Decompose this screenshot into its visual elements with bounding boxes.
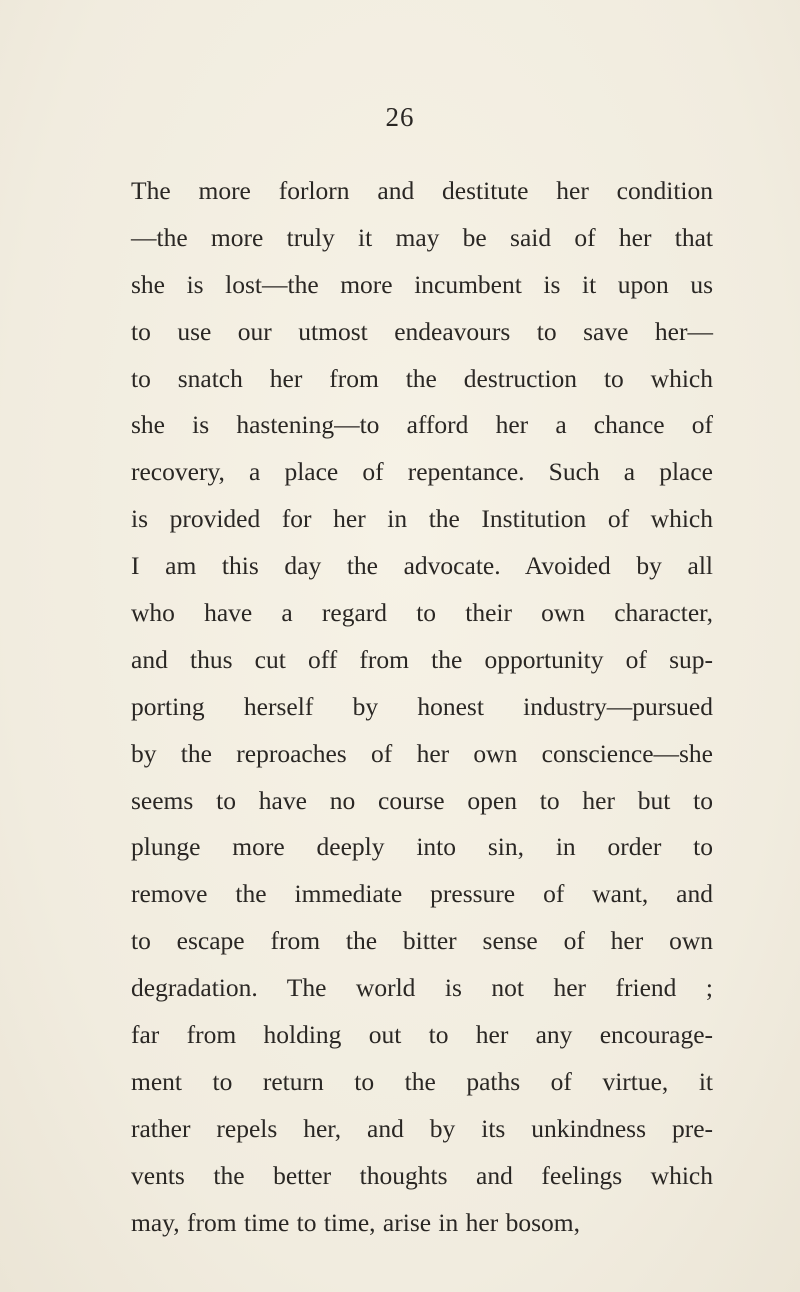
text-line: to use our utmost endeavours to save her— xyxy=(131,316,713,346)
text-line: to snatch her from the destruction to which xyxy=(131,363,713,393)
text-line: she is hastening—to afford her a chance of xyxy=(131,410,713,440)
text-line: ment to return to the paths of virtue, it xyxy=(131,1066,713,1096)
text-line: to escape from the bitter sense of her own xyxy=(131,926,713,956)
text-line: plunge more deeply into sin, in order to xyxy=(131,832,713,862)
text-line: remove the immediate pressure of want, and xyxy=(131,879,713,909)
text-line: The more forlorn and destitute her condition xyxy=(131,176,713,205)
text-line: I am this day the advocate. Avoided by all xyxy=(131,551,713,581)
text-line: is provided for her in the Institution of which xyxy=(131,504,713,534)
text-line: may, from time to time, arise in her bosom, xyxy=(131,1207,580,1237)
text-line: rather repels her, and by its unkindness pre- xyxy=(131,1113,713,1143)
text-line: who have a regard to their own character, xyxy=(131,598,713,628)
page-number: 26 xyxy=(385,102,415,132)
text-line: vents the better thoughts and feelings which xyxy=(131,1160,713,1190)
text-line: seems to have no course open to her but to xyxy=(131,785,713,815)
text-line: recovery, a place of repentance. Such a place xyxy=(131,457,713,487)
text-line: degradation. The world is not her friend ; xyxy=(131,973,713,1003)
text-line: —the more truly it may be said of her that xyxy=(131,222,713,252)
body-text xyxy=(131,168,713,1246)
text-line: porting herself by honest industry—pursued xyxy=(131,691,713,721)
text-line: she is lost—the more incumbent is it upon us xyxy=(131,269,713,299)
text-line: and thus cut off from the opportunity of sup- xyxy=(131,644,713,674)
text-line: far from holding out to her any encourage- xyxy=(131,1020,713,1050)
text-line: by the reproaches of her own conscience—she xyxy=(131,738,713,768)
